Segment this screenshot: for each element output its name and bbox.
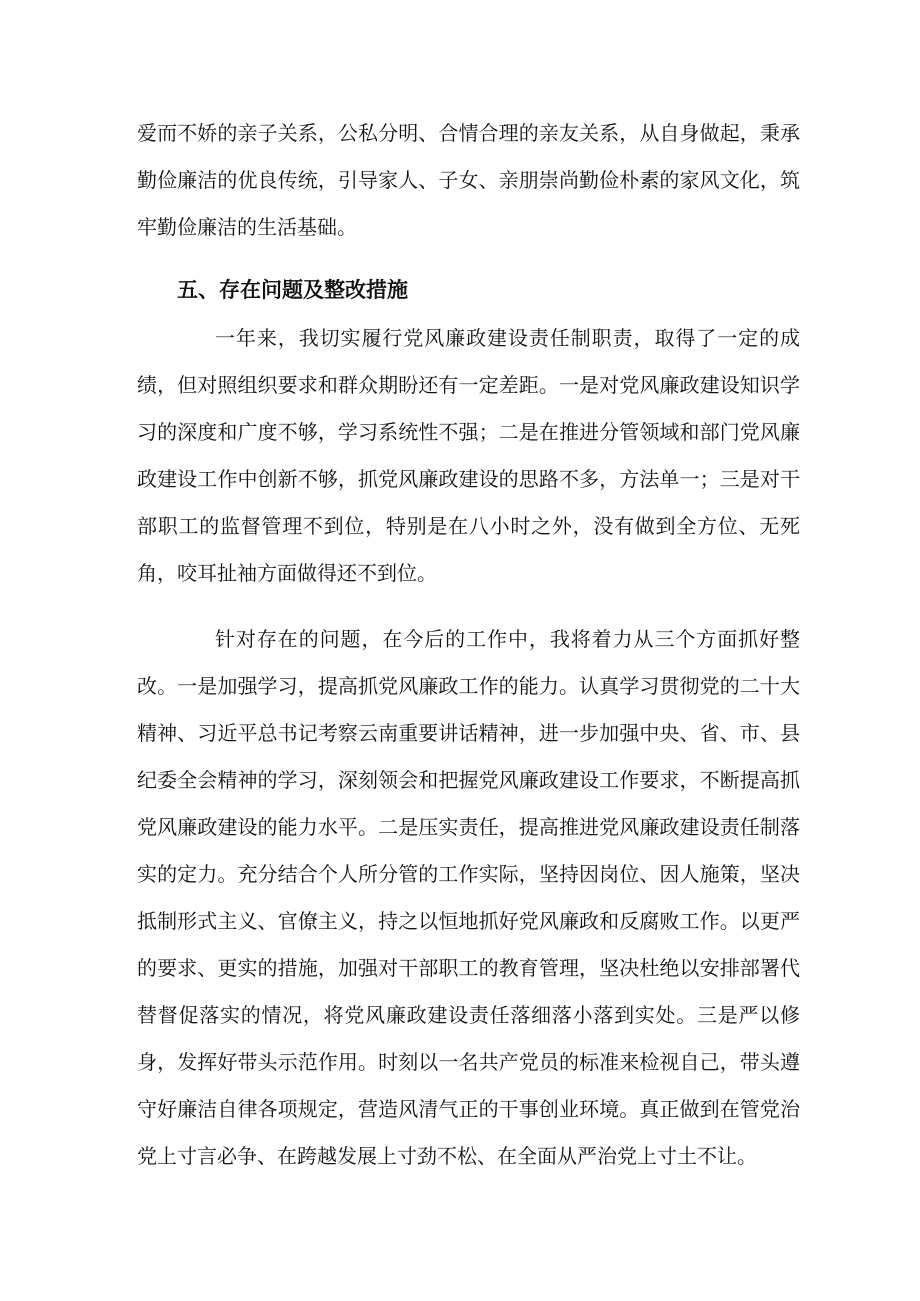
paragraph-measures: 针对存在的问题，在今后的工作中，我将着力从三个方面抓好整改。一是加强学习，提高抓党风廉政工作的能力。认真学习贯彻党的二十大精神、习近平总书记考察云南重要讲话精神，进一步加强中央、省、市、县纪委全会精神的学习，深刻领会和把握党风廉政建设工作要求，不断提高抓党风廉政建设的能力水平。二是压实责任，提高推进党风廉政建设责任制落实的定力。充分结合个人所分管的工作实际，坚持因岗位、因人施策，坚决抵制形式主义、官僚主义，持之以恒地抓好党风廉政和反腐败工作。以更严的要求、更实的措施，加强对干部职工的教育管理，坚决杜绝以安排部署代替督促落实的情况，将党风廉政建设责任落细落小落到实处。三是严以修身，发挥好带头示范作用。时刻以一名共产党员的标准来检视自己，带头遵守好廉洁自律各项规定，营造风清气正的干事创业环境。真正做到在管党治党上寸言必争、在跨越发展上寸劲不松、在全面从严治党上寸土不让。 — [137, 627, 800, 1168]
section-heading: 五、存在问题及整改措施 — [177, 277, 408, 302]
paragraph-problems: 一年来，我切实履行党风廉政建设责任制职责，取得了一定的成绩，但对照组织要求和群众期盼还有一定差距。一是对党风廉政建设知识学习的深度和广度不够，学习系统性不强；二是在推进分管领域和部门党风廉政建设工作中创新不够，抓党风廉政建设的思路不多，方法单一；三是对干部职工的监督管理不到位，特别是在八小时之外，没有做到全方位、无死角，咬耳扯袖方面做得还不到位。 — [137, 326, 800, 585]
paragraph-continuation: 爱而不娇的亲子关系，公私分明、合情合理的亲友关系，从自身做起，秉承勤俭廉洁的优良传统，引导家人、子女、亲朋崇尚勤俭朴素的家风文化，筑牢勤俭廉洁的生活基础。 — [137, 121, 800, 239]
